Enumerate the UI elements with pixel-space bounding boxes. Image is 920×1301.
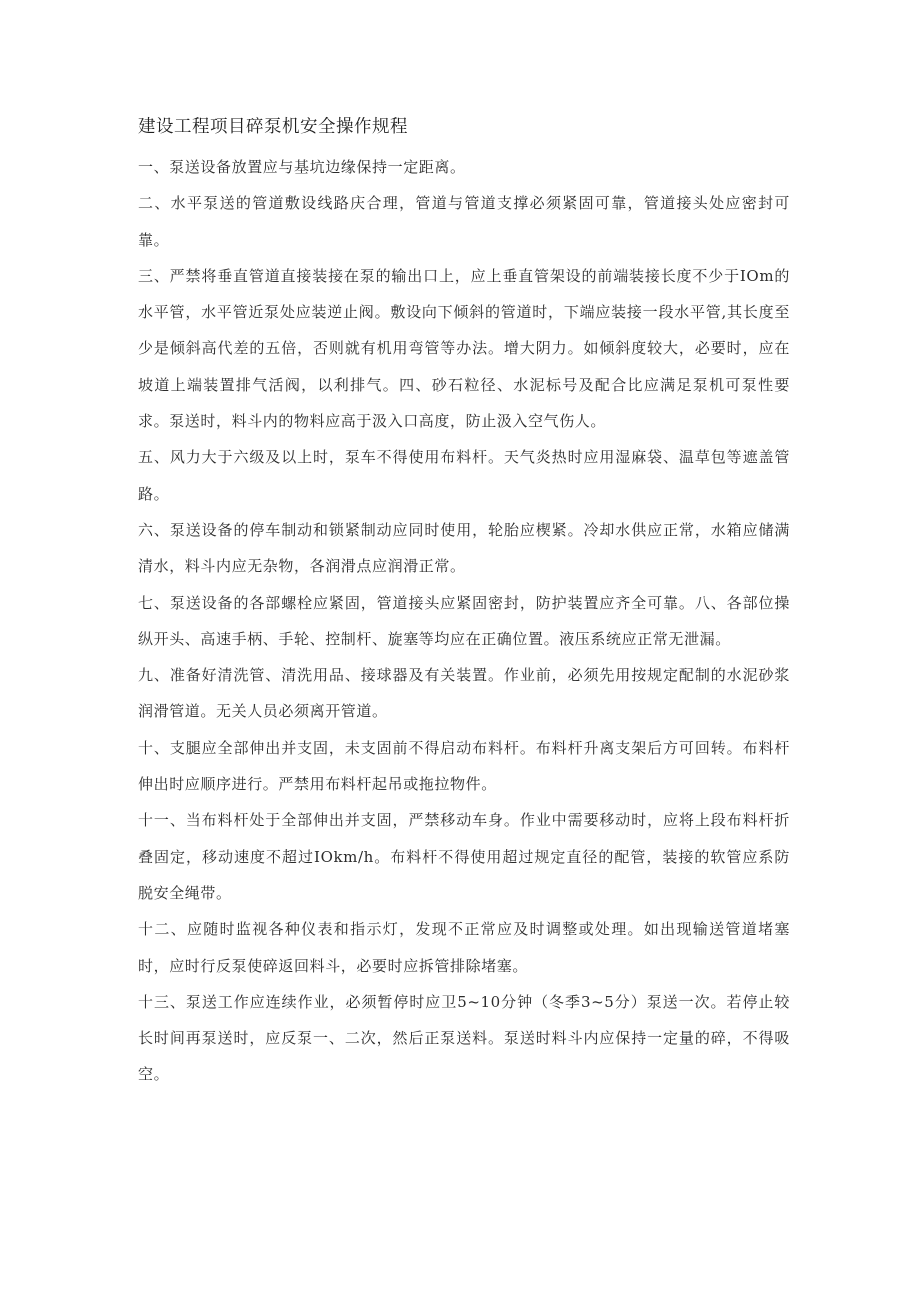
paragraph-7: 七、泵送设备的各部螺栓应紧固，管道接头应紧固密封，防护装置应齐全可靠。八、各部位操纵开头、高速手柄、手轮、控制杆、旋塞等均应在正确位置。液压系统应正常无泄漏。	[138, 593, 790, 648]
document-title: 建设工程项目碎泵机安全操作规程	[138, 117, 408, 137]
paragraph-3: 三、严禁将垂直管道直接装接在泵的输出口上，应上垂直管架设的前端装接长度不少于IOm的水平管，水平管近泵处应装逆止阀。敷设向下倾斜的管道时，下端应装接一段水平管,其长度至少是倾斜高代差的五倍，否则就有机用弯管等办法。增大阴力。如倾斜度较大，必要时，应在坡道上端装置排气活阀，以利排气。四、砂石粒径、水泥标号及配合比应满足泵机可泵性要求。泵送时，料斗内的物料应高于汲入口高度，防止汲入空气伤人。	[138, 266, 790, 431]
paragraph-1: 一、泵送设备放置应与基坑边缘保持一定距离。	[138, 158, 466, 176]
paragraph-11: 十一、当布料杆处于全部伸出并支固，严禁移动车身。作业中需要移动时，应将上段布料杆折叠固定，移动速度不超过IOkm/h。布料杆不得使用超过规定直径的配管，装接的软管应系防脱安全绳带。	[138, 811, 790, 902]
paragraph-13: 十三、泵送工作应连续作业，必须暂停时应卫5~10分钟（冬季3~5分）泵送一次。若停止较长时间再泵送时，应反泵一、二次，然后正泵送料。泵送时料斗内应保持一定量的碎，不得吸空。	[138, 992, 790, 1084]
document-page	[138, 112, 790, 1093]
paragraph-12: 十二、应随时监视各种仪表和指示灯，发现不正常应及时调整或处理。如出现输送管道堵塞时，应时行反泵使碎返回料斗，必要时应拆管排除堵塞。	[138, 920, 790, 975]
paragraph-5: 五、风力大于六级及以上时，泵车不得使用布料杆。天气炎热时应用湿麻袋、温草包等遮盖管路。	[138, 448, 790, 503]
paragraph-2: 二、水平泵送的管道敷设线路庆合理，管道与管道支撑必须紧固可靠，管道接头处应密封可靠。	[138, 194, 790, 249]
paragraph-10: 十、支腿应全部伸出并支固，未支固前不得启动布料杆。布料杆升离支架后方可回转。布料杆伸出时应顺序进行。严禁用布料杆起吊或拖拉物件。	[138, 738, 790, 794]
paragraph-9: 九、准备好清洗管、清洗用品、接球器及有关装置。作业前，必须先用按规定配制的水泥砂浆润滑管道。无关人员必须离开管道。	[138, 666, 790, 721]
paragraph-6: 六、泵送设备的停车制动和锁紧制动应同时使用，轮胎应楔紧。冷却水供应正常，水箱应储满清水，料斗内应无杂物，各润滑点应润滑正常。	[138, 520, 790, 576]
